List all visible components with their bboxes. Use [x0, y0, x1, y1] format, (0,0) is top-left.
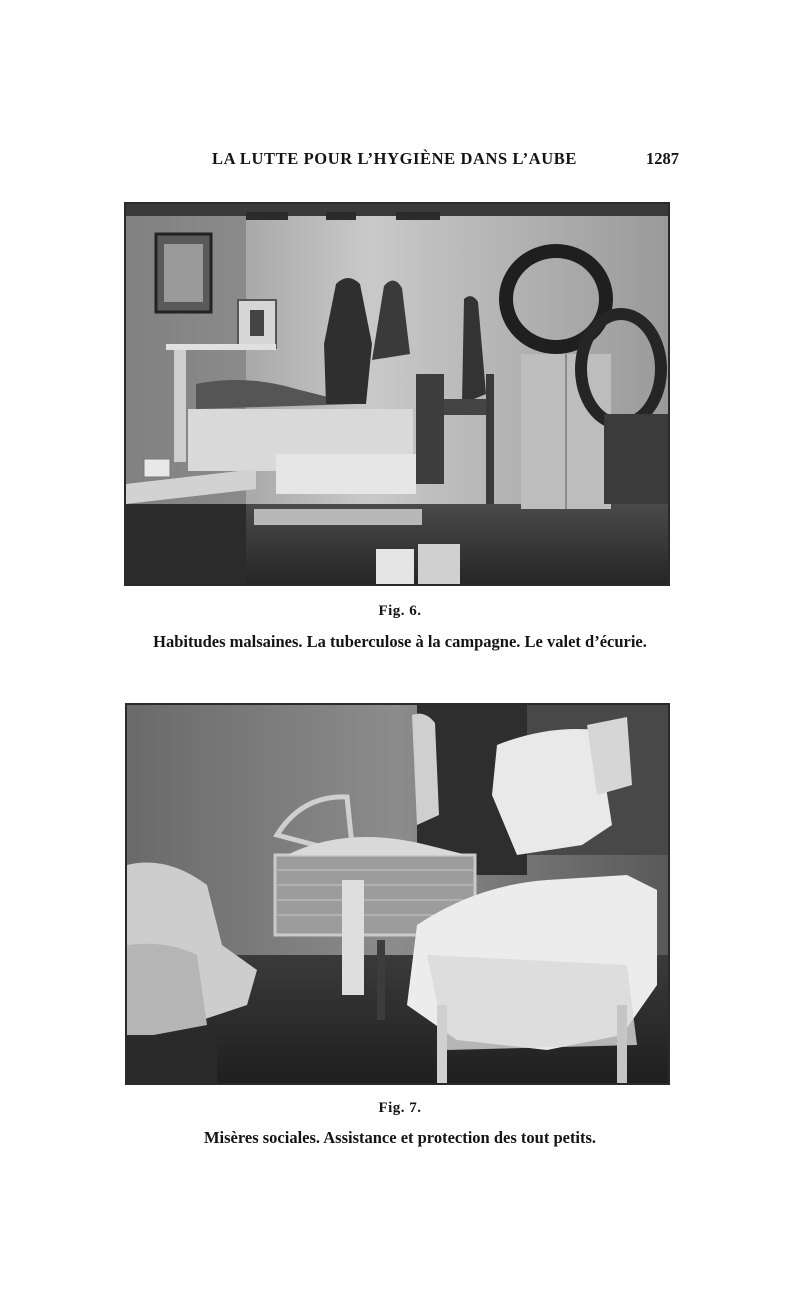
page-number: 1287	[646, 149, 679, 168]
figure-6-photograph	[124, 202, 670, 586]
stable-room-illustration	[126, 204, 668, 584]
figure-6-caption: Habitudes malsaines. La tuberculose à la campagne. Le valet d’écurie.	[153, 632, 647, 651]
figure-7-photograph	[125, 703, 670, 1085]
figure-7-caption: Misères sociales. Assistance et protection des tout petits.	[203, 1128, 597, 1147]
figure-6-label: Fig. 6.	[378, 603, 422, 619]
figure-7-label: Fig. 7.	[378, 1100, 422, 1116]
running-title: LA LUTTE POUR L’HYGIÈNE DANS L’AUBE	[212, 149, 577, 168]
bedroom-cradle-illustration	[127, 705, 668, 1083]
running-head	[0, 146, 800, 174]
